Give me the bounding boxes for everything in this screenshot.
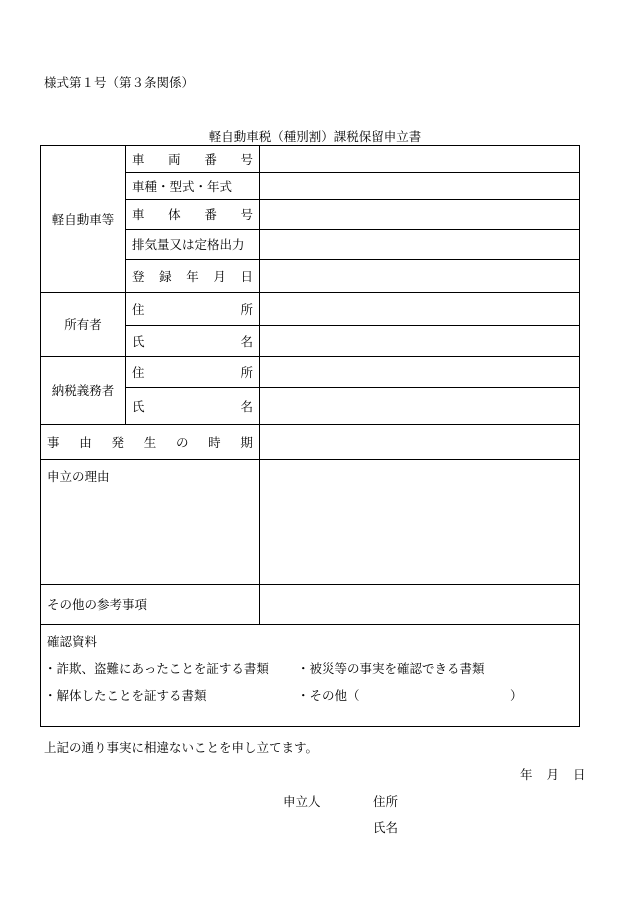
fraud-theft-document-item: ・詐欺、盗難にあったことを証する書類 <box>44 661 269 676</box>
date-line: 年 月 日 <box>520 767 586 782</box>
event-timing-label: 事 由 発 生 の 時 期 <box>47 434 253 450</box>
chassis-number-label: 車 体 番 号 <box>132 207 253 222</box>
displacement-output-label: 排気量又は定格出力 <box>132 237 245 252</box>
applicant-name-label: 氏名 <box>373 820 399 835</box>
vehicle-number-label: 車 両 番 号 <box>132 152 253 167</box>
application-form-table <box>40 145 580 727</box>
form-number: 様式第１号（第３条関係） <box>44 75 195 90</box>
applicant-label: 申立人 <box>283 794 321 809</box>
taxpayer-section-label: 納税義務者 <box>51 383 115 398</box>
dismantling-document-item: ・解体したことを証する書類 <box>44 688 207 703</box>
taxpayer-address-label: 住 所 <box>132 364 253 380</box>
vehicle-section-label: 軽自動車等 <box>51 212 115 227</box>
other-notes-label: その他の参考事項 <box>47 597 148 612</box>
form-title: 軽自動車税（種別割）課税保留申立書 <box>208 129 422 144</box>
other-document-item-close: ） <box>510 688 523 703</box>
confirmation-documents-label: 確認資料 <box>47 634 98 649</box>
declaration-text: 上記の通り事実に相違ないことを申し立てます。 <box>44 740 319 755</box>
applicant-address-label: 住所 <box>373 794 399 809</box>
vehicle-type-model-year-label: 車種・型式・年式 <box>132 178 233 194</box>
other-document-item-open: ・その他（ <box>297 688 360 703</box>
disaster-document-item: ・被災等の事実を確認できる書類 <box>297 661 485 676</box>
owner-name-label: 氏 名 <box>132 333 253 349</box>
owner-section-label: 所有者 <box>64 317 102 332</box>
reason-label: 申立の理由 <box>47 469 110 484</box>
owner-address-label: 住 所 <box>132 301 253 317</box>
registration-date-label: 登 録 年 月 日 <box>132 268 253 284</box>
taxpayer-name-label: 氏 名 <box>132 398 253 414</box>
